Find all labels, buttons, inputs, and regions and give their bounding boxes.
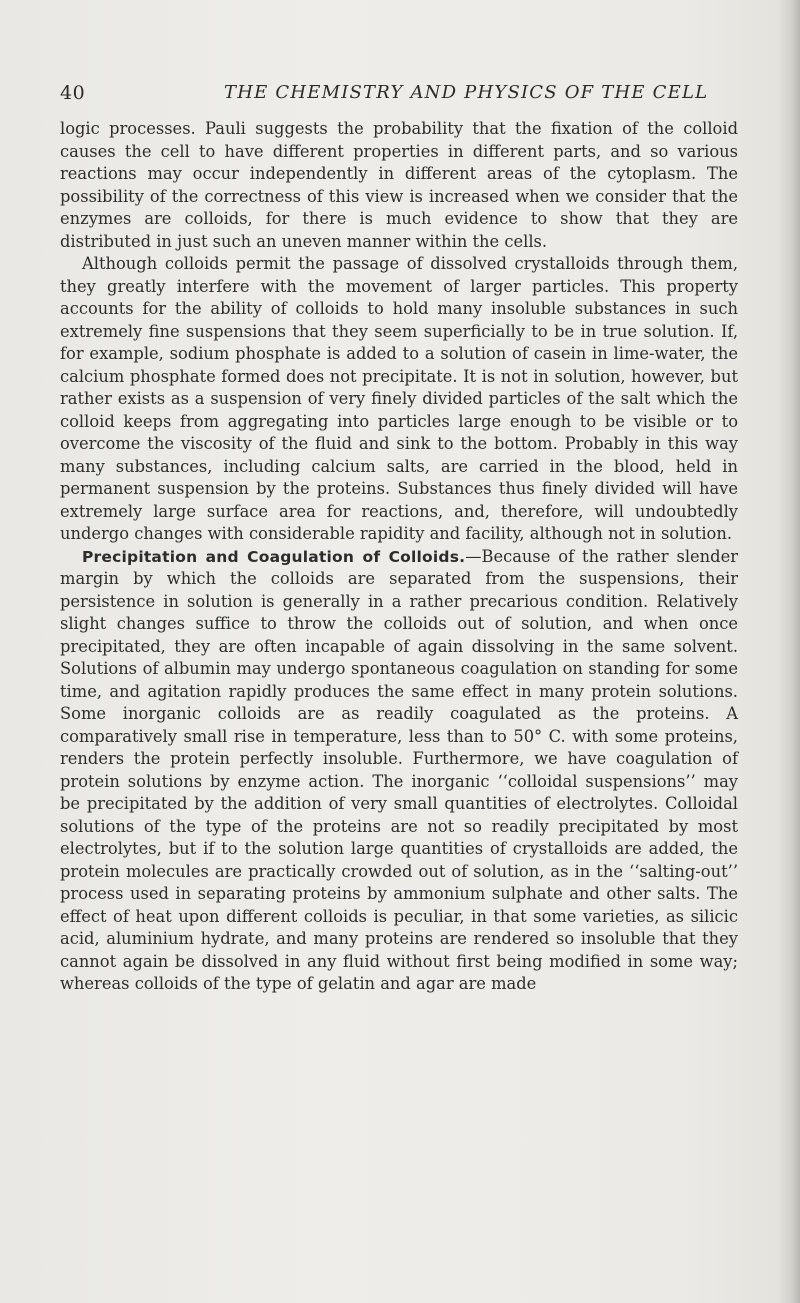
- paragraph-colloid-suspensions: Although colloids permit the passage of dissolved crystalloids through them, they greatly interfere with the movement of larger particles. This property accounts for the ability of colloids to hold many insoluble substances in such extremely fine suspensions that they seem superficially to be in true solution. If, for example, sodium phosphate is added to a solution of casein in lime-water, the calcium phosphate formed does not precipitate. It is not in solution, however, but rather exists as a suspension of very finely divided particles of the salt which the colloid keeps from aggregating into particles large enough to be visible or to overcome the viscosity of the fluid and sink to the bottom. Probably in this way many substances, including calcium salts, are carried in the blood, held in permanent suspension by the proteins. Substances thus finely divided will have extremely large surface area for reactions, and, therefore, will undoubtedly undergo changes with considerable rapidity and facility, although not in solution.: [60, 254, 738, 543]
- section-heading: Precipitation and Coagulation of Colloids.: [82, 547, 466, 566]
- page-number: 40: [60, 82, 86, 104]
- section-body: —Because of the rather slender margin by which the colloids are separated from the suspensions, their persistence in solution is generally in a rather precarious condition. Relatively slight changes suffice to throw the colloids out of solution, and when once precipitated, they are often incapable of again dissolving in the same solvent. Solutions of albumin may undergo spontaneous coagulation on standing for some time, and agitation rapidly produces the same effect in many protein solutions. Some inorganic colloids are as readily coagulated as the proteins. A comparatively small rise in temperature, less than to 50° C. with some proteins, renders the protein perfectly insoluble. Furthermore, we have coagulation of protein solutions by enzyme action. The inorganic ‘‘colloidal suspensions’’ may be precipitated by the addition of very small quantities of electrolytes. Colloidal solutions of the type of the proteins are not so readily precipitated by most electrolytes, but if to the solution large quantities of crystalloids are added, the protein molecules are practically crowded out of solution, as in the ‘‘salting-out’’ process used in separating proteins by ammonium sulphate and other salts. The effect of heat upon different colloids is peculiar, in that some varieties, as silicic acid, aluminium hydrate, and many proteins are rendered so insoluble that they cannot again be dissolved in any fluid without first being modified in some way; whereas colloids of the type of gelatin and agar are made: [60, 546, 738, 993]
- paragraph-precipitation: [60, 546, 738, 996]
- body-text: [60, 118, 738, 996]
- page-edge-shadow: [778, 0, 800, 1303]
- running-title: THE CHEMISTRY AND PHYSICS OF THE CELL: [224, 82, 709, 103]
- paragraph-continuation: logic processes. Pauli suggests the probability that the fixation of the colloid causes the cell to have different properties in different parts, and so various reactions may occur independently in different areas of the cytoplasm. The possibility of the correctness of this view is increased when we consider that the enzymes are colloids, for there is much evidence to show that they are distributed in just such an uneven manner within the cells.: [60, 119, 738, 251]
- page-header: [60, 82, 738, 112]
